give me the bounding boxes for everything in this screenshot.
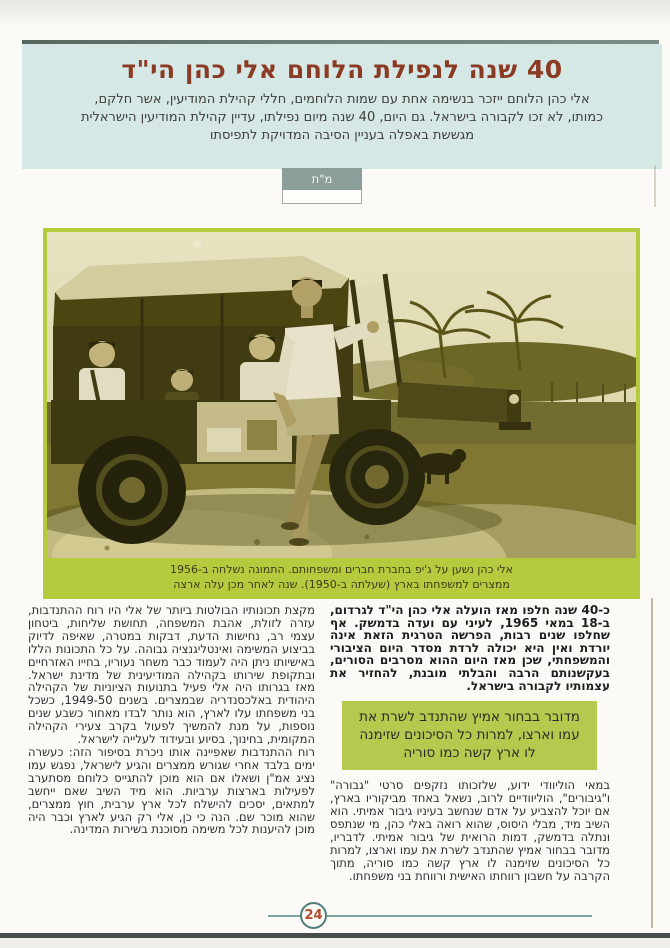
scan-artifact-line: [654, 165, 656, 207]
byline-field: [282, 190, 362, 204]
photo-frame: [43, 228, 640, 599]
title-banner: [22, 44, 662, 169]
article-column-second: [28, 604, 315, 836]
footer-rule-left: [268, 915, 301, 917]
scan-artifact-line: [651, 598, 653, 928]
byline-label: מ"ת: [282, 168, 362, 190]
intro-line: כמותו, לא זכו לקבורה בישראל. גם היום, 40 שנה מיום נפילתו, עדיין קהילת המודיעין הישראלית: [81, 110, 603, 125]
scan-edge-below: [0, 938, 670, 948]
article-column-first: [330, 604, 610, 882]
caption-line: אלי כהן נשען על ג'יפ בחברת חברים ומשפחותם. התמונה נשלחה ב-1956: [170, 563, 513, 576]
pull-quote: מדובר בבחור אמיץ שהתנדב לשרת את עמו וארצו, למרות כל הסיכונים שזימנה לו ארץ קשה כמו סוריה: [342, 701, 597, 770]
body-paragraph: מקצת תכונותיו הבולטות ביותר של אלי היו רוח ההתנדבות, עזרה לזולת, אהבת המשפחה, תחושת שליחות, ביטחון עצמי רב, נחישות הדעת, דבקות במטרה, שאיפה לדיוק בביצוע המשימה ואינטליגנציה גבוהה. על כל התכונות הללו באישיותו ניתן היה לעמוד כבר משחר נעוריו, בחייו האזרחיים ובתקופת שירותו בקהילה המודיעינית של מדינת ישראל. מאז בגרותו היה אלי פעיל בתנועות הציוניות של הקהילה היהודית באלכסנדריה שבמצרים. בשנים 1949-50, כשכל בני משפחתו עלו לארץ, הוא נותר לבדו מאחור כשבע שנים נוספות, על מנת להמשיך לפעול בקרב צעירי הקהילה המקומית, בחינוך, בסיוע ובעידוד לעלייה לישראל.: [28, 603, 315, 747]
lead-paragraph: כ-40 שנה חלפו מאז הועלה אלי כהן הי"ד לגרדום, ב-18 במאי 1965, לעיני עם ועדה בדמשק. אף שחלפו שנים רבות, הפרשה הטרגית הזאת אינה יורדת ואין היא יכולה לרדת מסדר היום הציבורי והמשפחתי, שכן מאז היום ההוא מסרבים הסורים, בעקשנותם הרבה והבלתי מובנת, להחזיר את עצמותיו לקבורה בישראל.: [330, 603, 610, 693]
body-paragraph: במאי הוליוודי ידוע, שלזכותו נזקפים סרטי "גבורה" ו"גיבורים", הוליוודיים לרוב, נשאל באחד מביקוריו בארץ, אם יוכל להצביע על אדם שנחשב בעיניו גיבור אמיתי. הוא השיב מיד, מבלי היסוס, שהוא רואה באלי כהן, מי שנתפס ונתלה בדמשק, דמות הרואית של גיבור אמיתי. לדבריו, מדובר בבחור אמיץ שהתנדב לשרת את עמו וארצו, למרות כל הסיכונים שזימנה לו ארץ קשה כמו סוריה, מתוך הקרבה על חשבון רווחתו האישית ורווחת בני משפחתו.: [330, 778, 610, 883]
byline-box: [282, 168, 362, 204]
intro-text: [38, 91, 646, 145]
footer-rule-right: [327, 915, 592, 917]
photo-caption: [47, 558, 636, 599]
caption-line: ממצרים למשפחתו בארץ (שעלתה ב-1950). שנה לאחר מכן עלה ארצה: [173, 578, 510, 591]
scan-edge-top: [0, 0, 670, 24]
intro-line: מגששת באפלה בעניין הסיבה המדויקת לתפיסתו: [209, 128, 475, 143]
page-title: 40 שנה לנפילת הלוחם אלי כהן הי"ד: [121, 55, 563, 84]
intro-line: אלי כהן הלוחם ייזכר בנשימה אחת עם שמות הלוחמים, חללי קהילת המודיעין, אשר חלקם,: [94, 92, 590, 107]
photo-eli-cohen-jeep: [47, 232, 636, 558]
body-paragraph: רוח ההתנדבות שאפיינה אותו ניכרת בסיפור הזה: כעשרה ימים בלבד אחרי שגורש ממצרים והגיע לישראל, נפגש עמו נציג אמ"ן ושאלו אם הוא מוכן להתגייס כלוחם מסתערב לפעילות בארצות ערביות. הוא מיד השיב שאם ייחשב למתאים, יסכים להישלח לכל ארץ ערבית, חוץ ממצרים, שהוא מוכר שם. הנה כי כן, אלי רק הגיע לארץ וכבר היה מוכן להיענות לכל משימה מסוכנת בשירות המדינה.: [28, 744, 315, 837]
page-number: 24: [300, 902, 327, 929]
